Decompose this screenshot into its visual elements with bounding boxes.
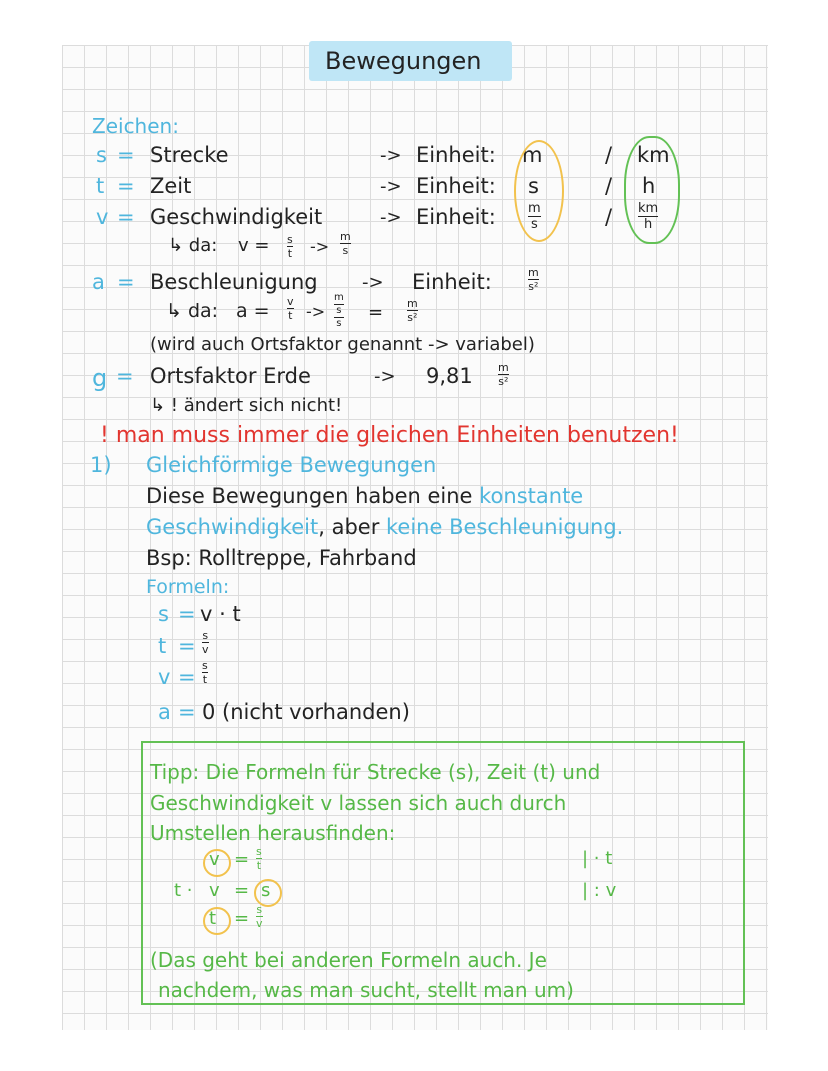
zeichen-heading: Zeichen: [92, 114, 179, 138]
compound-unit: $\frac{m}{s}$ s [334, 292, 344, 329]
unit-km-per-h: km h [638, 201, 659, 232]
gravity-note: ↳ ! ändert sich nicht! [150, 395, 343, 416]
tip-line2: Geschwindigkeit v lassen sich auch durch [150, 791, 567, 815]
page-title: Bewegungen [325, 47, 482, 75]
section-heading: Gleichförmige Bewegungen [146, 453, 437, 477]
alt-units-circle [624, 136, 680, 244]
si-units-circle [514, 140, 564, 242]
units-warning: ! man muss immer die gleichen Einheiten benutzen! [100, 423, 679, 448]
example-line: Bsp: Rolltreppe, Fahrband [146, 546, 417, 570]
unit-m-per-s: m s [528, 201, 541, 232]
section-text-line1: Diese Bewegungen haben eine konstante [146, 484, 584, 508]
tip-line3: Umstellen herausfinden: [150, 821, 396, 845]
circle-t [203, 907, 231, 935]
section-text-line2: Geschwindigkeit, aber keine Beschleunigung. [146, 515, 624, 539]
formulas-heading: Formeln: [146, 576, 230, 598]
tip-closing1: (Das geht bei anderen Formeln auch. Je [150, 948, 547, 972]
tip-line1: Tipp: Die Formeln für Strecke (s), Zeit (t) und [150, 760, 601, 784]
tip-closing2: nachdem, was man sucht, stellt man um) [158, 978, 574, 1002]
acceleration-note: (wird auch Ortsfaktor genannt -> variabel) [150, 334, 535, 355]
